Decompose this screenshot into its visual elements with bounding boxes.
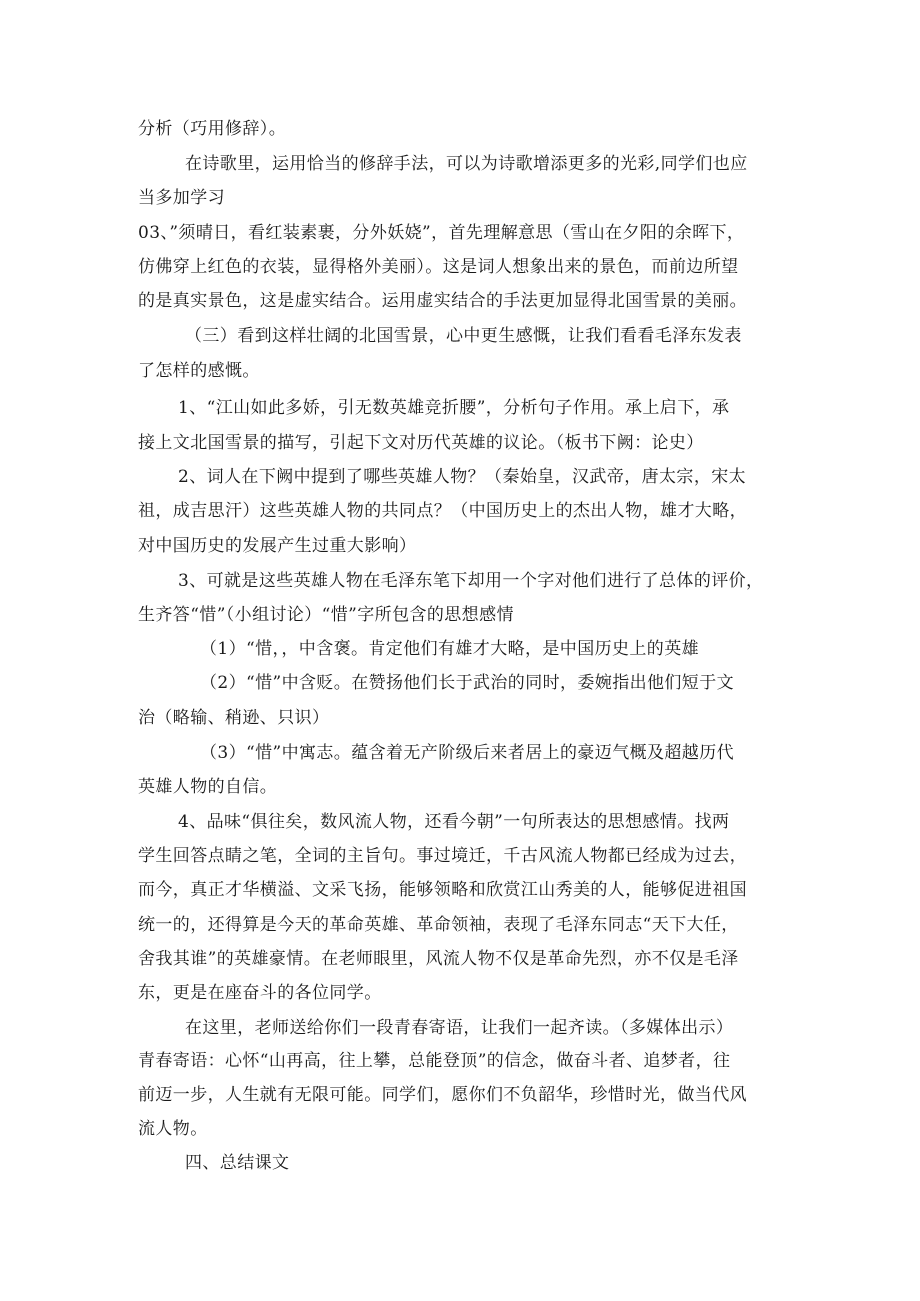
text-line: 东，更是在座奋斗的各位同学。 <box>138 983 382 1003</box>
text-line: 2、词人在下阙中提到了哪些英雄人物？（秦始皇，汉武帝，唐太宗，宋太 <box>178 467 747 487</box>
text-line: 1、“江山如此多娇，引无数英雄竞折腰”，分析句子作用。承上启下，承 <box>178 398 730 418</box>
text-line: 仿佛穿上红色的衣装，显得格外美丽）。这是词人想象出来的景色，而前边所望 <box>138 257 739 277</box>
text-line: （2）“惜”中含贬。在赞扬他们长于武治的同时，委婉指出他们短于文 <box>200 673 734 693</box>
text-line: 学生回答点睛之笔，全词的主旨句。事过境迁，千古风流人物都已经成为过去， <box>138 846 747 866</box>
text-line: （1）“惜，，中含褒。肯定他们有雄才大略，是中国历史上的英雄 <box>200 639 700 659</box>
text-line: 03、”须晴日，看红装素裹，分外妖娆”，首先理解意思（雪山在夕阳的余晖下， <box>138 223 745 243</box>
text-line: 统一的，还得算是今天的革命英雄、革命领袖，表现了毛泽东同志“天下大任， <box>138 915 739 935</box>
text-line: 在这里，老师送给你们一段青春寄语，让我们一起齐读。（多媒体出示） <box>185 1018 734 1038</box>
section-heading: 四、总结课文 <box>185 1153 290 1173</box>
text-line: 流人物。 <box>138 1119 208 1139</box>
text-line: 分析（巧用修辞）。 <box>138 119 287 139</box>
text-line: 前迈一步，人生就有无限可能。同学们，愿你们不负韶华，珍惜时光，做当代风 <box>138 1085 747 1105</box>
text-line: 青春寄语：心怀“山再高，往上攀，总能登顶”的信念，做奋斗者、追梦者，往 <box>138 1051 731 1071</box>
text-line: 而今，真正才华横溢、文采飞扬，能够领略和欣赏江山秀美的人，能够促进祖国 <box>138 880 747 900</box>
text-line: 对中国历史的发展产生过重大影响） <box>138 536 417 556</box>
text-line: 4、品味“俱往矣，数风流人物，还看今朝”一句所表达的思想感情。找两 <box>178 812 730 832</box>
text-line: 了怎样的感慨。 <box>138 361 260 381</box>
text-line: 当多加学习 <box>138 188 225 208</box>
text-line: 治（略输、稍逊、只识） <box>138 708 330 728</box>
text-line: 祖，成吉思汗）这些英雄人物的共同点？（中国历史上的杰出人物，雄才大略， <box>138 501 747 521</box>
text-line: 舍我其谁”的英雄豪情。在老师眼里，风流人物不仅是革命先烈，亦不仅是毛泽 <box>138 949 739 969</box>
text-line: （3）“惜”中寓志。蕴含着无产阶级后来者居上的豪迈气概及超越历代 <box>200 743 734 763</box>
text-line: 在诗歌里，运用恰当的修辞手法，可以为诗歌增添更多的光彩,同学们也应 <box>185 154 748 174</box>
text-line: （三）看到这样壮阔的北国雪景，心中更生感慨，让我们看看毛泽东发表 <box>185 326 742 346</box>
text-line: 接上文北国雪景的描写，引起下文对历代英雄的议论。（板书下阙：论史） <box>138 433 704 453</box>
text-line: 英雄人物的自信。 <box>138 777 278 797</box>
text-line: 的是真实景色，这是虚实结合。运用虚实结合的手法更加显得北国雪景的美丽。 <box>138 291 747 311</box>
text-line: 3、可就是这些英雄人物在毛泽东笔下却用一个字对他们进行了总体的评价， <box>178 571 764 591</box>
text-line: 生齐答“惜”（小组讨论）“惜”字所包含的思想感情 <box>138 605 514 625</box>
